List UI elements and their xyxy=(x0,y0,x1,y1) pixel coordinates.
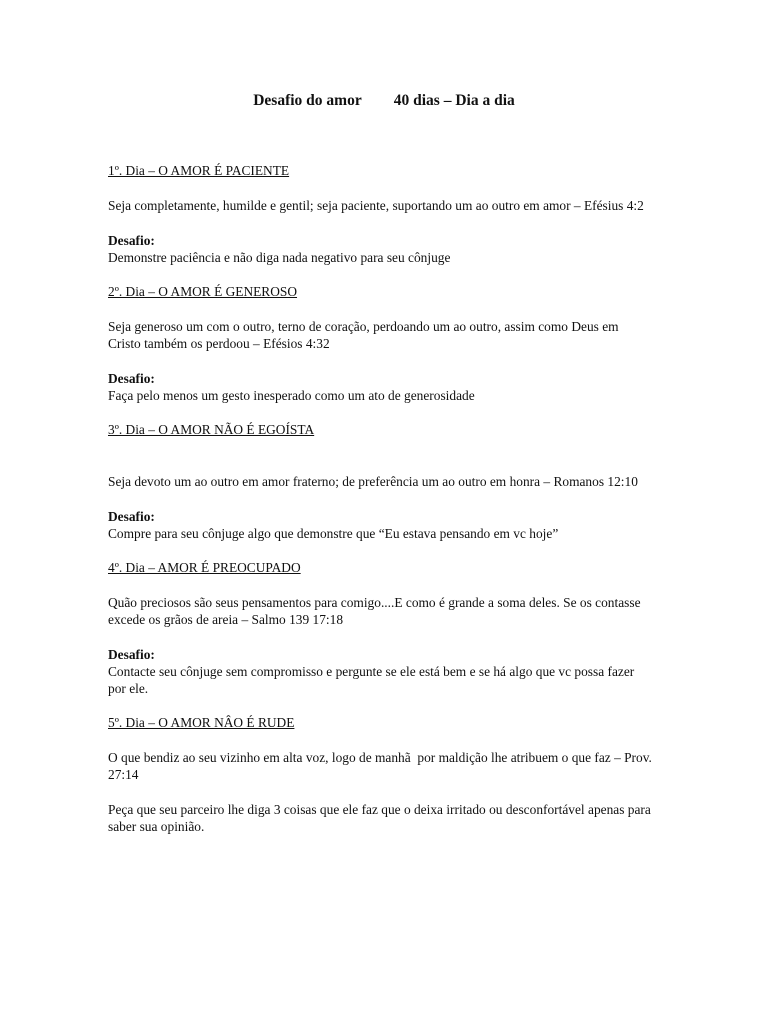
day-section-5 xyxy=(108,714,656,835)
challenge-text: Contacte seu cônjuge sem compromisso e pergunte se ele está bem e se há algo que vc possa fazer por ele. xyxy=(108,664,635,696)
challenge-label: Desafio: xyxy=(108,233,155,248)
title-part2: 40 dias – Dia a dia xyxy=(393,92,515,109)
challenge-label: Desafio: xyxy=(108,647,155,662)
challenge-label: Desafio: xyxy=(108,371,155,386)
day-verse: Seja completamente, humilde e gentil; seja paciente, suportando um ao outro em amor – Efésius 4:2 xyxy=(108,198,644,213)
day-verse: Seja devoto um ao outro em amor fraterno; de preferência um ao outro em honra – Romanos 12:10 xyxy=(108,474,638,489)
challenge-text: Peça que seu parceiro lhe diga 3 coisas que ele faz que o deixa irritado ou desconfortável apenas para saber sua opinião. xyxy=(108,802,651,834)
document-body xyxy=(108,162,656,835)
day-verse: Quão preciosos são seus pensamentos para comigo....E como é grande a soma deles. Se os contasse excede os grãos de areia – Salmo 139 17:18 xyxy=(108,595,641,627)
day-heading: 1º. Dia – O AMOR É PACIENTE xyxy=(108,163,290,178)
day-heading: 5º. Dia – O AMOR NÂO É RUDE xyxy=(108,715,295,730)
day-heading: 3º. Dia – O AMOR NÃO É EGOÍSTA xyxy=(108,422,315,437)
challenge-text: Demonstre paciência e não diga nada negativo para seu cônjuge xyxy=(108,250,451,265)
day-heading: 2º. Dia – O AMOR É GENEROSO xyxy=(108,284,298,299)
challenge-text: Compre para seu cônjuge algo que demonstre que “Eu estava pensando em vc hoje” xyxy=(108,526,559,541)
title-part1: Desafio do amor xyxy=(253,92,362,109)
day-verse: O que bendiz ao seu vizinho em alta voz, logo de manhã por maldição lhe atribuem o que faz – Prov. 27:14 xyxy=(108,750,656,782)
day-section-2 xyxy=(108,283,653,404)
challenge-label: Desafio: xyxy=(108,509,155,524)
day-section-1 xyxy=(108,162,653,266)
day-verse: Seja generoso um com o outro, terno de coração, perdoando um ao outro, assim como Deus em Cristo também os perdoou – Efésios 4:32 xyxy=(108,319,619,351)
day-section-4 xyxy=(108,559,653,697)
day-section-3 xyxy=(108,421,653,542)
day-heading: 4º. Dia – AMOR É PREOCUPADO xyxy=(108,560,301,575)
challenge-text: Faça pelo menos um gesto inesperado como um ato de generosidade xyxy=(108,388,475,403)
document-title xyxy=(0,91,768,111)
